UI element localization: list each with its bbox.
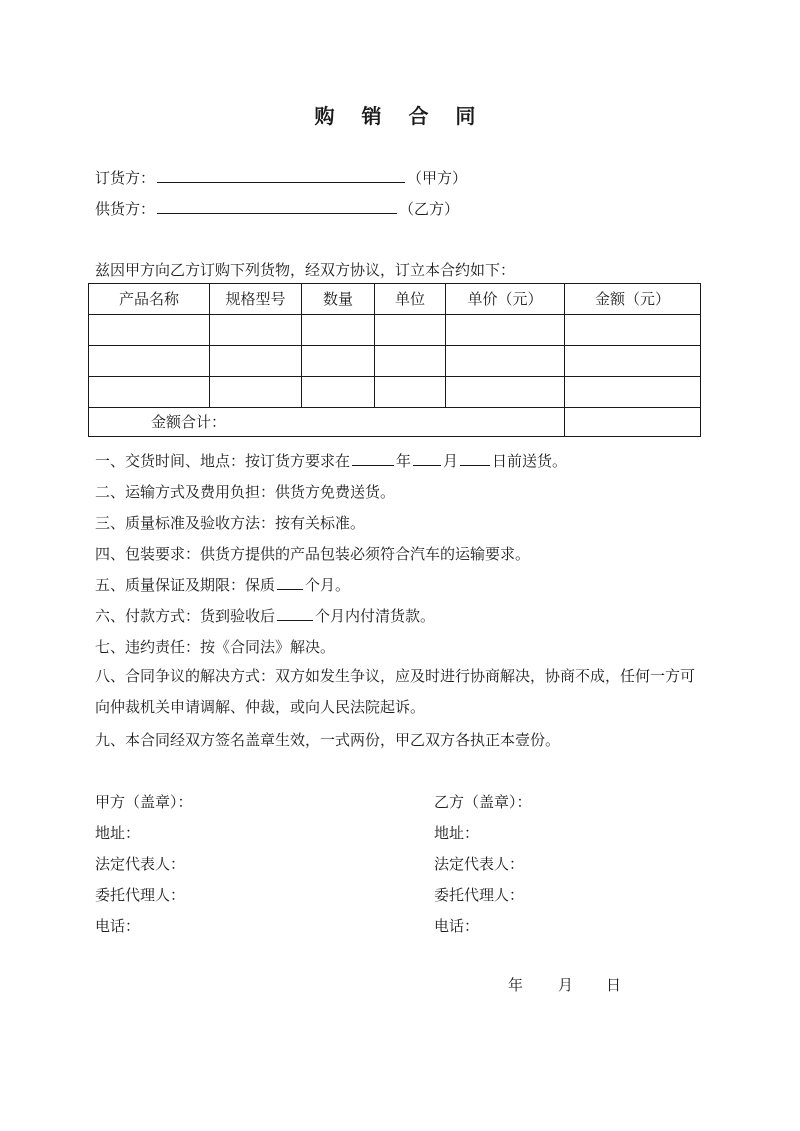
column-header: 金额（元） [565, 284, 701, 315]
table-cell[interactable] [446, 377, 565, 408]
buyer-line [95, 166, 467, 190]
table-cell[interactable] [375, 377, 446, 408]
party-b-address-label: 地址： [434, 824, 480, 842]
table-cell[interactable] [210, 346, 302, 377]
party-a-signature-block [95, 790, 193, 945]
clause-1 [95, 449, 567, 473]
goods-table [88, 283, 701, 437]
table-cell[interactable] [375, 346, 446, 377]
party-a-agent-label: 委托代理人： [95, 886, 186, 904]
year-field[interactable] [352, 449, 394, 466]
clause-6 [95, 604, 435, 628]
clause-7: 七、违约责任：按《合同法》解决。 [95, 638, 336, 656]
date-year: 年 [508, 976, 524, 994]
date-day: 日 [606, 976, 622, 994]
clause-2: 二、运输方式及费用负担：供货方免费送货。 [95, 483, 396, 501]
signing-date [508, 973, 621, 997]
clause-1-month: 月 [443, 452, 459, 470]
column-header: 单位 [375, 284, 446, 315]
table-cell[interactable] [302, 315, 375, 346]
clause-3: 三、质量标准及验收方法：按有关标准。 [95, 514, 366, 532]
payment-months-field[interactable] [277, 604, 313, 621]
table-cell[interactable] [565, 346, 701, 377]
clause-6-end: 个月内付清货款。 [315, 607, 436, 625]
table-row [89, 315, 701, 346]
date-month: 月 [558, 976, 574, 994]
clause-5 [95, 573, 350, 597]
clause-1-end: 日前送货。 [492, 452, 568, 470]
table-cell[interactable] [446, 346, 565, 377]
clause-4: 四、包装要求：供货方提供的产品包装必须符合汽车的运输要求。 [95, 545, 531, 563]
buyer-suffix: （甲方） [407, 169, 468, 187]
clause-5-text: 五、质量保证及期限：保质 [95, 576, 276, 594]
party-b-seal-label: 乙方（盖章）： [434, 793, 532, 811]
party-b-phone-label: 电话： [434, 917, 480, 935]
table-total-row [89, 408, 701, 437]
table-cell[interactable] [89, 346, 210, 377]
table-row [89, 346, 701, 377]
month-field[interactable] [413, 449, 441, 466]
table-cell[interactable] [302, 377, 375, 408]
seller-name-field[interactable] [157, 197, 397, 214]
party-b-signature-block [434, 790, 532, 945]
table-cell[interactable] [375, 315, 446, 346]
table-cell[interactable] [89, 377, 210, 408]
table-cell[interactable] [565, 315, 701, 346]
column-header: 产品名称 [89, 284, 210, 315]
clause-6-text: 六、付款方式：货到验收后 [95, 607, 276, 625]
column-header: 规格型号 [210, 284, 302, 315]
seller-label: 供货方： [95, 200, 156, 218]
party-a-phone-label: 电话： [95, 917, 141, 935]
seller-line [95, 197, 459, 221]
warranty-months-field[interactable] [277, 573, 303, 590]
table-cell[interactable] [446, 315, 565, 346]
total-amount-cell[interactable] [565, 408, 701, 437]
contract-title: 购 销 合 同 [314, 104, 486, 128]
total-label: 金额合计： [89, 408, 565, 437]
column-header: 单价（元） [446, 284, 565, 315]
table-cell[interactable] [210, 315, 302, 346]
column-header: 数量 [302, 284, 375, 315]
table-row [89, 377, 701, 408]
table-cell[interactable] [89, 315, 210, 346]
party-a-address-label: 地址： [95, 824, 141, 842]
buyer-label: 订货方： [95, 169, 156, 187]
party-b-agent-label: 委托代理人： [434, 886, 525, 904]
party-b-representative-label: 法定代表人： [434, 855, 525, 873]
clause-5-end: 个月。 [305, 576, 351, 594]
clause-1-text: 一、交货时间、地点：按订货方要求在 [95, 452, 351, 470]
table-cell[interactable] [565, 377, 701, 408]
party-a-seal-label: 甲方（盖章）： [95, 793, 193, 811]
table-header-row [89, 284, 701, 315]
table-cell[interactable] [302, 346, 375, 377]
intro-text: 兹因甲方向乙方订购下列货物，经双方协议，订立本合约如下： [95, 261, 516, 279]
clause-9: 九、本合同经双方签名盖章生效，一式两份，甲乙双方各执正本壹份。 [95, 731, 561, 749]
seller-suffix: （乙方） [399, 200, 460, 218]
clause-1-year: 年 [396, 452, 412, 470]
clause-8: 八、合同争议的解决方式：双方如发生争议，应及时进行协商解决，协商不成，任何一方可向仲裁机关申请调解、仲裁，或向人民法院起诉。 [95, 667, 696, 716]
table-cell[interactable] [210, 377, 302, 408]
buyer-name-field[interactable] [157, 166, 405, 183]
party-a-representative-label: 法定代表人： [95, 855, 186, 873]
day-field[interactable] [460, 449, 490, 466]
